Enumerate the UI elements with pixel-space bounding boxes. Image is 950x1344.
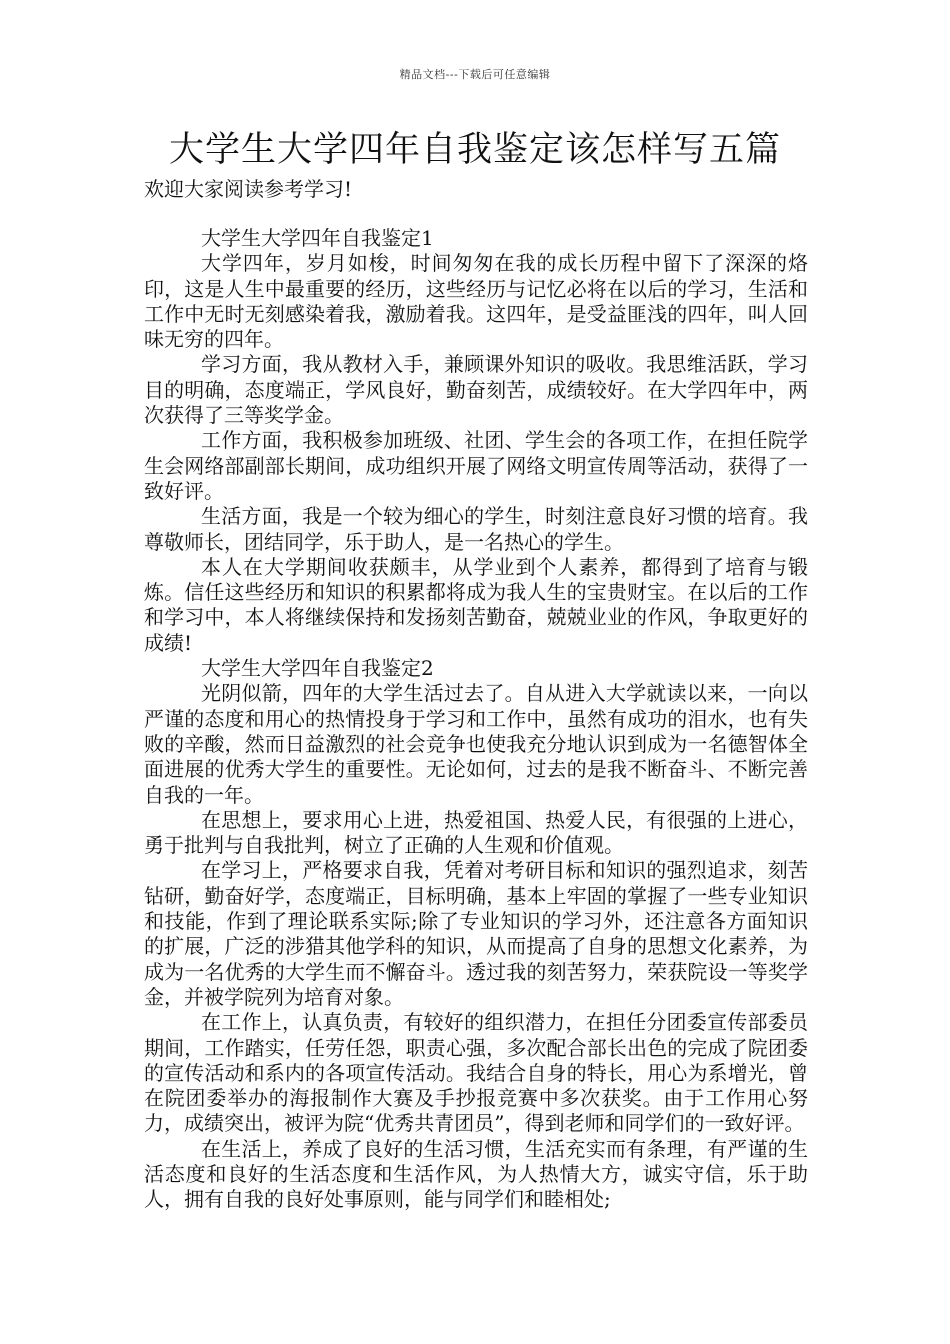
paragraph: 光阴似箭，四年的大学生活过去了。自从进入大学就读以来，一向以严谨的态度和用心的热情投身于学习和工作中，虽然有成功的泪水，也有失败的辛酸，然而日益激烈的社会竞争也使我充分地认识到成为一名德智体全面进展的优秀大学生的重要性。无论如何，过去的是我不断奋斗、不断完善自我的一年。 [144, 681, 808, 807]
paragraph: 本人在大学期间收获颇丰，从学业到个人素养，都得到了培育与锻炼。信任这些经历和知识的积累都将成为我人生的宝贵财宝。在以后的工作和学习中，本人将继续保持和发扬刻苦勤奋，兢兢业业的作风，争取更好的成绩! [144, 554, 808, 655]
section-heading: 大学生大学四年自我鉴定2 [201, 656, 434, 681]
paragraph: 在思想上，要求用心上进，热爱祖国、热爱人民，有很强的上进心，勇于批判与自我批判，树立了正确的人生观和价值观。 [144, 807, 808, 858]
paragraph: 生活方面，我是一个较为细心的学生，时刻注意良好习惯的培育。我尊敬师长，团结同学，乐于助人，是一名热心的学生。 [144, 504, 808, 554]
paragraph: 学习方面，我从教材入手，兼顾课外知识的吸收。我思维活跃，学习目的明确，态度端正，学风良好，勤奋刻苦，成绩较好。在大学四年中，两次获得了三等奖学金。 [144, 352, 808, 428]
document-body [144, 226, 808, 1213]
paragraph: 在学习上，严格要求自我，凭着对考研目标和知识的强烈追求，刻苦钻研，勤奋好学，态度端正，目标明确，基本上牢固的掌握了一些专业知识和技能，作到了理论联系实际;除了专业知识的学习外，还注意各方面知识的扩展，广泛的涉猎其他学科的知识，从而提高了自身的思想文化素养，为成为一名优秀的大学生而不懈奋斗。透过我的刻苦努力，荣获院设一等奖学金，并被学院列为培育对象。 [144, 858, 808, 1009]
header-note: 精品文档---下载后可任意编辑 [399, 68, 551, 81]
paragraph: 大学四年，岁月如梭，时间匆匆在我的成长历程中留下了深深的烙印，这是人生中最重要的经历，这些经历与记忆必将在以后的学习，生活和工作中无时无刻感染着我，激励着我。这四年，是受益匪浅的四年，叫人回味无穷的四年。 [144, 251, 808, 352]
paragraph: 在生活上，养成了良好的生活习惯，生活充实而有条理，有严谨的生活态度和良好的生活态度和生活作风，为人热情大方，诚实守信，乐于助人，拥有自我的良好处事原则，能与同学们和睦相处; [144, 1136, 808, 1212]
intro-text: 欢迎大家阅读参考学习! [144, 177, 353, 201]
paragraph: 工作方面，我积极参加班级、社团、学生会的各项工作，在担任院学生会网络部副部长期间，成功组织开展了网络文明宣传周等活动，获得了一致好评。 [144, 428, 808, 503]
paragraph: 在工作上，认真负责，有较好的组织潜力，在担任分团委宣传部委员期间，工作踏实，任劳任怨，职责心强，多次配合部长出色的完成了院团委的宣传活动和系内的各项宣传活动。我结合自身的特长，用心为系增光，曾在院团委举办的海报制作大赛及手抄报竞赛中多次获奖。由于工作用心努力，成绩突出，被评为院“优秀共青团员”，得到老师和同学们的一致好评。 [144, 1010, 808, 1136]
section-heading: 大学生大学四年自我鉴定1 [201, 226, 434, 250]
document-title: 大学生大学四年自我鉴定该怎样写五篇 [168, 130, 781, 170]
